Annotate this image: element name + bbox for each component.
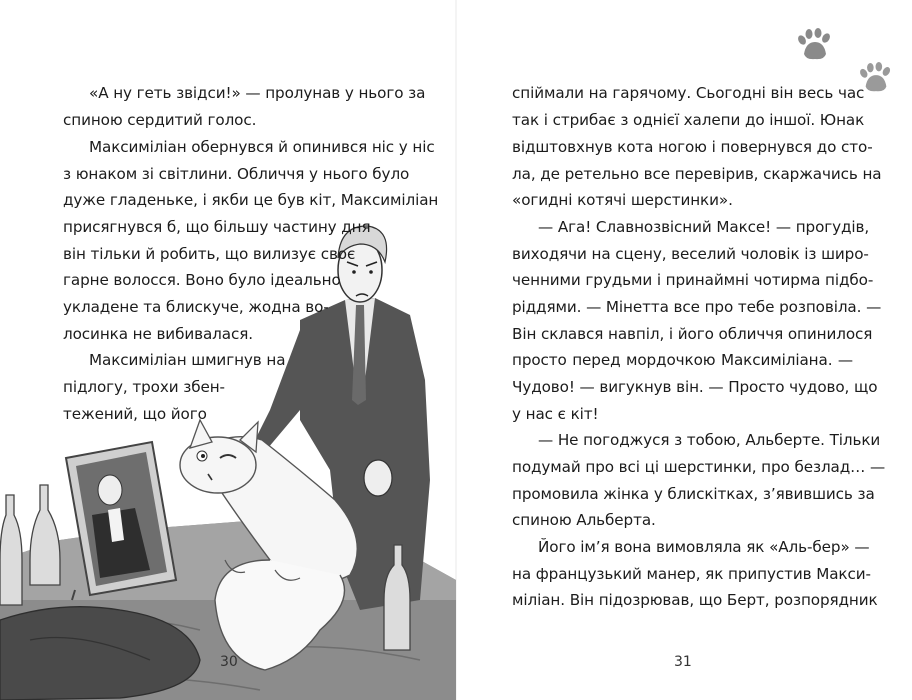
text-line: тежений, що його <box>63 405 207 423</box>
text-line: Він склався навпіл, і його обличчя опинилося <box>512 325 873 343</box>
paw-print-icon <box>796 28 834 62</box>
text-line: міліан. Він підозрював, що Берт, розпорядник <box>512 591 878 609</box>
text-line: промовила жінка у блискітках, з’явившись за <box>512 485 875 503</box>
text-line: Максиміліан обернувся й опинився ніс у ніс <box>89 138 435 156</box>
text-line: з юнаком зі світлини. Обличчя у нього було <box>63 165 410 183</box>
text-line: — Не погоджуся з тобою, Альберте. Тільки <box>538 431 881 449</box>
text-line: присягнувся б, що більшу частину дня <box>63 218 371 236</box>
text-line: лосинка не вибивалася. <box>63 325 254 343</box>
text-line: Його ім’я вона вимовляла як «Аль-бер» — <box>538 538 870 556</box>
text-line: дуже гладеньке, і якби це був кіт, Максиміліан <box>63 191 439 209</box>
text-line: просто перед мордочкою Максиміліана. — <box>512 351 853 369</box>
text-line: подумай про всі ці шерстинки, про безлад… — <box>512 458 886 476</box>
text-line: на французький манер, як припустив Макси- <box>512 565 871 583</box>
text-line: гарне волосся. Воно було ідеально <box>63 271 341 289</box>
text-line: так і стрибає з однієї халепи до іншої. Юнак <box>512 111 865 129</box>
text-line: ріддями. — Мінетта все про тебе розповіла. — <box>512 298 882 316</box>
text-line: підлогу, трохи збен- <box>63 378 225 396</box>
page-number-right: 31 <box>674 654 692 670</box>
text-line: відштовхнув кота ногою і повернувся до сто- <box>512 138 873 156</box>
text-line: спиною Альберта. <box>512 511 656 529</box>
page-number-left: 30 <box>220 654 238 670</box>
text-line: ченними грудьми і принаймні чотирма підбо- <box>512 271 874 289</box>
text-line: виходячи на сцену, веселий чоловік із широ- <box>512 245 869 263</box>
text-line: спиною сердитий голос. <box>63 111 257 129</box>
text-line: — Ага! Славнозвісний Максе! — прогудів, <box>538 218 870 236</box>
text-line: укладене та блискуче, жодна во- <box>63 298 329 316</box>
text-line: Максиміліан шмигнув на <box>89 351 286 369</box>
right-page <box>456 0 912 700</box>
text-line: спіймали на гарячому. Сьогодні він весь час <box>512 84 865 102</box>
text-line: він тільки й робить, що вилизує своє <box>63 245 356 263</box>
text-line: ла, де ретельно все перевірив, скаржачись на <box>512 165 882 183</box>
text-line: «А ну геть звідси!» — пролунав у нього за <box>89 84 426 102</box>
text-line: Чудово! — вигукнув він. — Просто чудово, що <box>512 378 878 396</box>
text-line: у нас є кіт! <box>512 405 599 423</box>
text-line: «огидні котячі шерстинки». <box>512 191 733 209</box>
